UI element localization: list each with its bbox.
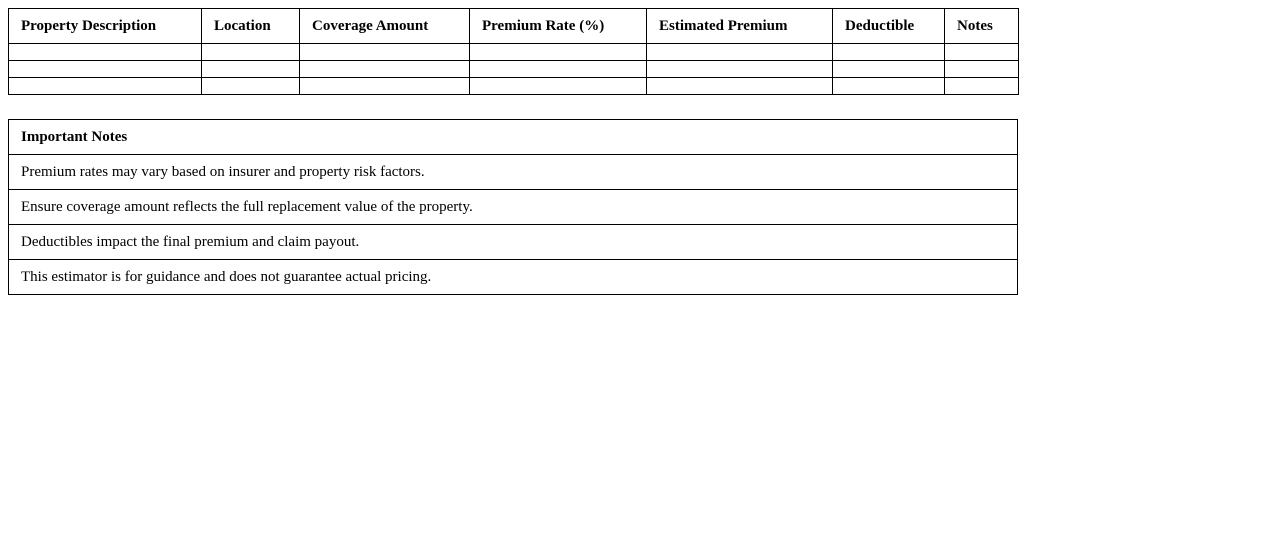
note-text: Ensure coverage amount reflects the full replacement value of the property. bbox=[9, 190, 1018, 225]
cell-notes[interactable] bbox=[945, 44, 1019, 61]
cell-deductible[interactable] bbox=[833, 61, 945, 78]
list-item bbox=[9, 260, 1018, 295]
important-notes-table bbox=[8, 119, 1018, 295]
list-item bbox=[9, 225, 1018, 260]
column-header-property-description: Property Description bbox=[9, 9, 202, 44]
cell-location[interactable] bbox=[202, 44, 300, 61]
note-text: Deductibles impact the final premium and claim payout. bbox=[9, 225, 1018, 260]
notes-header-row bbox=[9, 120, 1018, 155]
cell-estimated-premium[interactable] bbox=[647, 78, 833, 95]
column-header-estimated-premium: Estimated Premium bbox=[647, 9, 833, 44]
table-row bbox=[9, 78, 1019, 95]
cell-property-description[interactable] bbox=[9, 78, 202, 95]
cell-premium-rate[interactable] bbox=[470, 78, 647, 95]
table-row bbox=[9, 44, 1019, 61]
table-header-row bbox=[9, 9, 1019, 44]
cell-estimated-premium[interactable] bbox=[647, 61, 833, 78]
note-text: This estimator is for guidance and does not guarantee actual pricing. bbox=[9, 260, 1018, 295]
cell-premium-rate[interactable] bbox=[470, 44, 647, 61]
cell-location[interactable] bbox=[202, 78, 300, 95]
cell-notes[interactable] bbox=[945, 78, 1019, 95]
cell-deductible[interactable] bbox=[833, 78, 945, 95]
cell-property-description[interactable] bbox=[9, 61, 202, 78]
cell-coverage-amount[interactable] bbox=[300, 61, 470, 78]
list-item bbox=[9, 155, 1018, 190]
cell-property-description[interactable] bbox=[9, 44, 202, 61]
column-header-premium-rate: Premium Rate (%) bbox=[470, 9, 647, 44]
note-text: Premium rates may vary based on insurer and property risk factors. bbox=[9, 155, 1018, 190]
cell-deductible[interactable] bbox=[833, 44, 945, 61]
column-header-notes: Notes bbox=[945, 9, 1019, 44]
cell-location[interactable] bbox=[202, 61, 300, 78]
list-item bbox=[9, 190, 1018, 225]
table-row bbox=[9, 61, 1019, 78]
column-header-coverage-amount: Coverage Amount bbox=[300, 9, 470, 44]
cell-estimated-premium[interactable] bbox=[647, 44, 833, 61]
cell-notes[interactable] bbox=[945, 61, 1019, 78]
column-header-deductible: Deductible bbox=[833, 9, 945, 44]
column-header-location: Location bbox=[202, 9, 300, 44]
cell-premium-rate[interactable] bbox=[470, 61, 647, 78]
cell-coverage-amount[interactable] bbox=[300, 78, 470, 95]
notes-heading: Important Notes bbox=[9, 120, 1018, 155]
premium-estimator-table bbox=[8, 8, 1019, 95]
cell-coverage-amount[interactable] bbox=[300, 44, 470, 61]
